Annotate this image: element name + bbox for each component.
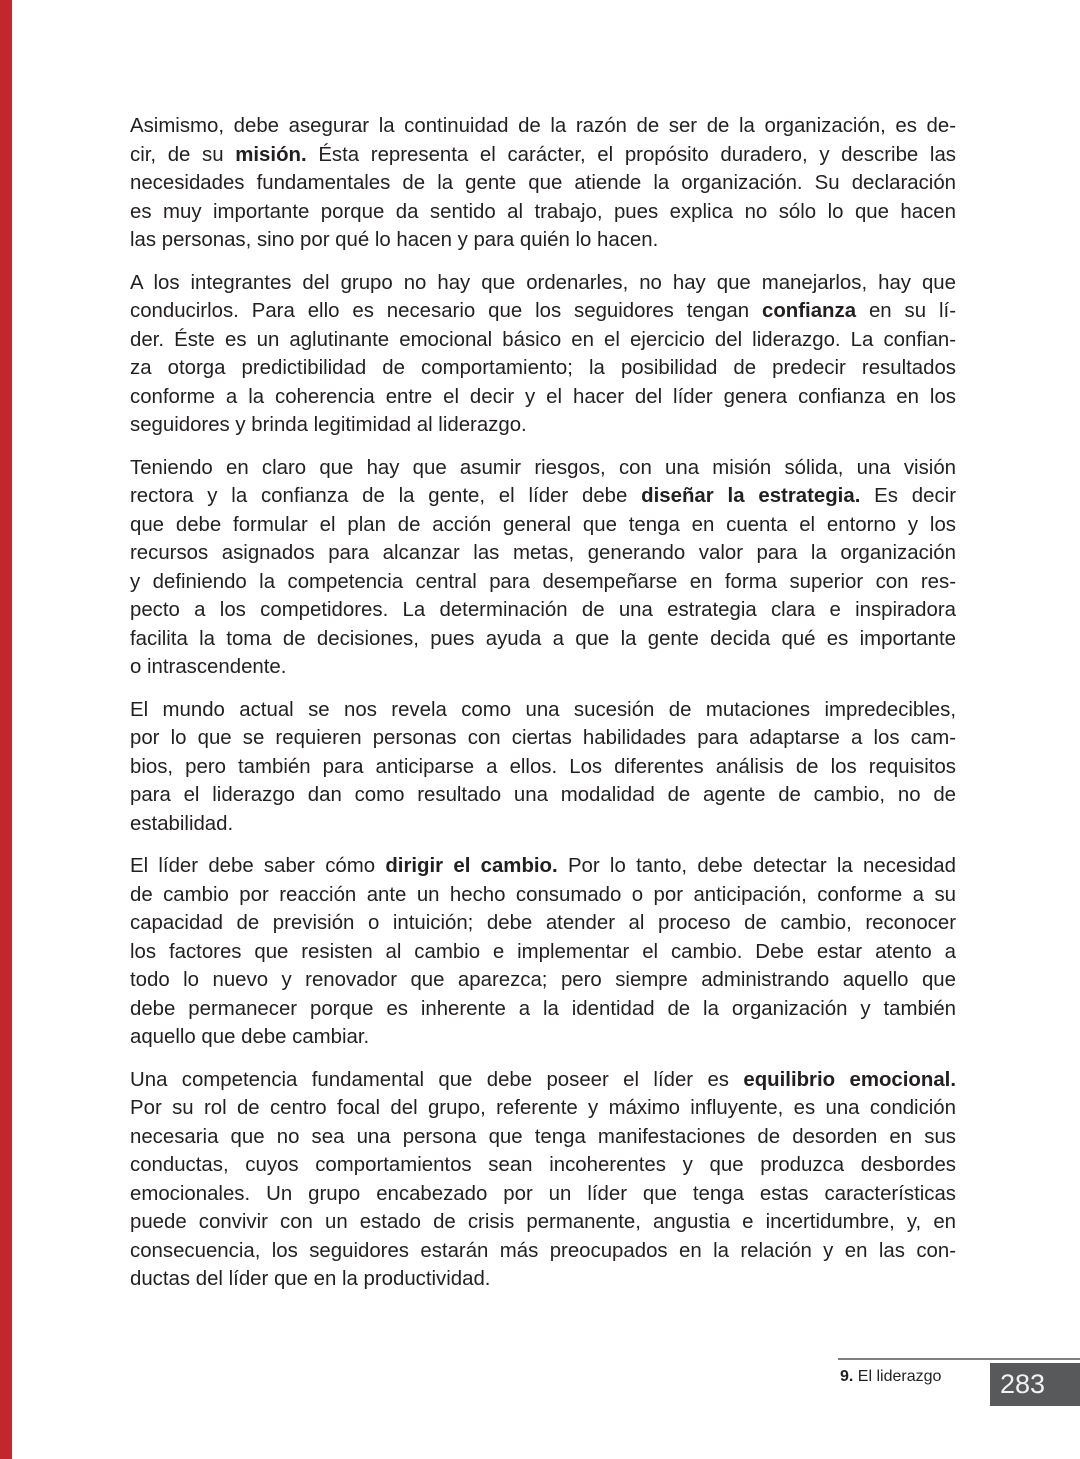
chapter-title: El liderazgo	[853, 1368, 942, 1385]
paragraph	[130, 696, 956, 839]
text-line: facilita la toma de decisiones, pues ayuda a que la gente decida qué es importante	[130, 627, 956, 650]
text-line: pecto a los competidores. La determinación de una estrategia clara e inspiradora	[130, 599, 956, 621]
page-number: 283	[1000, 1369, 1046, 1399]
paragraph	[130, 112, 956, 255]
text-line: necesaria que no sea una persona que tenga manifestaciones de desorden en sus	[130, 1125, 956, 1148]
text-line: conducirlos. Para ello es necesario que los seguidores tengan confianza en su lí-	[130, 300, 956, 322]
text-line: El líder debe saber cómo dirigir el cambio. Por lo tanto, debe detectar la necesidad	[130, 855, 956, 877]
text-line: aquello que debe cambiar.	[130, 1026, 370, 1048]
paragraph	[130, 852, 956, 1052]
text-line: es muy importante porque da sentido al trabajo, pues explica no sólo lo que hacen	[130, 200, 956, 223]
text-line: emocionales. Un grupo encabezado por un líder que tenga estas características	[130, 1182, 956, 1205]
text-line: por lo que se requieren personas con ciertas habilidades para adaptarse a los cam-	[130, 727, 956, 749]
text-line: cir, de su misión. Ésta representa el carácter, el propósito duradero, y describe las	[130, 143, 956, 166]
text-line: puede convivir con un estado de crisis permanente, angustia e incertidumbre, y, en	[130, 1211, 956, 1233]
text-line: las personas, sino por qué lo hacen y para quién lo hacen.	[130, 229, 659, 251]
text-line: der. Éste es un aglutinante emocional básico en el ejercicio del liderazgo. La confian-	[130, 328, 956, 351]
text-line: Por su rol de centro focal del grupo, referente y máximo influyente, es una condición	[130, 1097, 956, 1119]
text-line: necesidades fundamentales de la gente que atiende la organización. Su declaración	[130, 172, 956, 194]
text-line: los factores que resisten al cambio e implementar el cambio. Debe estar atento a	[130, 940, 956, 963]
text-line: conductas, cuyos comportamientos sean incoherentes y que produzca desbordes	[130, 1154, 956, 1176]
paragraph	[130, 269, 956, 440]
text-line: y definiendo la competencia central para desempeñarse en forma superior con res-	[130, 570, 956, 593]
text-line: estabilidad.	[130, 812, 234, 835]
text-line: seguidores y brinda legitimidad al liderazgo.	[130, 414, 527, 436]
page-edge-accent-bar	[0, 0, 12, 1459]
text-line: todo lo nuevo y renovador que aparezca; pero siempre administrando aquello que	[130, 969, 956, 991]
paragraph	[130, 454, 956, 682]
text-line: que debe formular el plan de acción general que tenga en cuenta el entorno y los	[130, 513, 956, 536]
chapter-footer	[840, 1366, 941, 1388]
text-line: Teniendo en claro que hay que asumir riesgos, con una misión sólida, una visión	[130, 456, 956, 479]
chapter-number: 9.	[840, 1368, 854, 1385]
text-line: o intrascendente.	[130, 656, 287, 678]
text-line: capacidad de previsión o intuición; debe atender al proceso de cambio, reconocer	[130, 912, 956, 934]
text-line: Una competencia fundamental que debe poseer el líder es equilibrio emocional.	[130, 1068, 956, 1091]
text-line: A los integrantes del grupo no hay que ordenarles, no hay que manejarlos, hay que	[130, 271, 956, 294]
text-line: za otorga predictibilidad de comportamiento; la posibilidad de predecir resultados	[130, 357, 956, 379]
text-line: ductas del líder que en la productividad.	[130, 1268, 491, 1290]
text-line: recursos asignados para alcanzar las metas, generando valor para la organización	[130, 542, 956, 564]
text-line: El mundo actual se nos revela como una sucesión de mutaciones impredecibles,	[130, 698, 956, 721]
text-column	[130, 112, 956, 1308]
text-line: Asimismo, debe asegurar la continuidad de la razón de ser de la organización, es de-	[130, 115, 956, 137]
text-line: de cambio por reacción ante un hecho consumado o por anticipación, conforme a su	[130, 883, 956, 906]
text-line: debe permanecer porque es inherente a la identidad de la organización y también	[130, 997, 956, 1020]
paragraph	[130, 1066, 956, 1294]
text-line: conforme a la coherencia entre el decir y el hacer del líder genera confianza en los	[130, 385, 956, 408]
footer-rule	[838, 1358, 1080, 1360]
text-line: consecuencia, los seguidores estarán más preocupados en la relación y en las con-	[130, 1239, 956, 1262]
page-number-box	[990, 1363, 1080, 1406]
text-line: bios, pero también para anticiparse a ellos. Los diferentes análisis de los requisitos	[130, 755, 956, 778]
text-line: para el liderazgo dan como resultado una modalidad de agente de cambio, no de	[130, 784, 956, 806]
text-line: rectora y la confianza de la gente, el líder debe diseñar la estrategia. Es decir	[130, 485, 956, 507]
